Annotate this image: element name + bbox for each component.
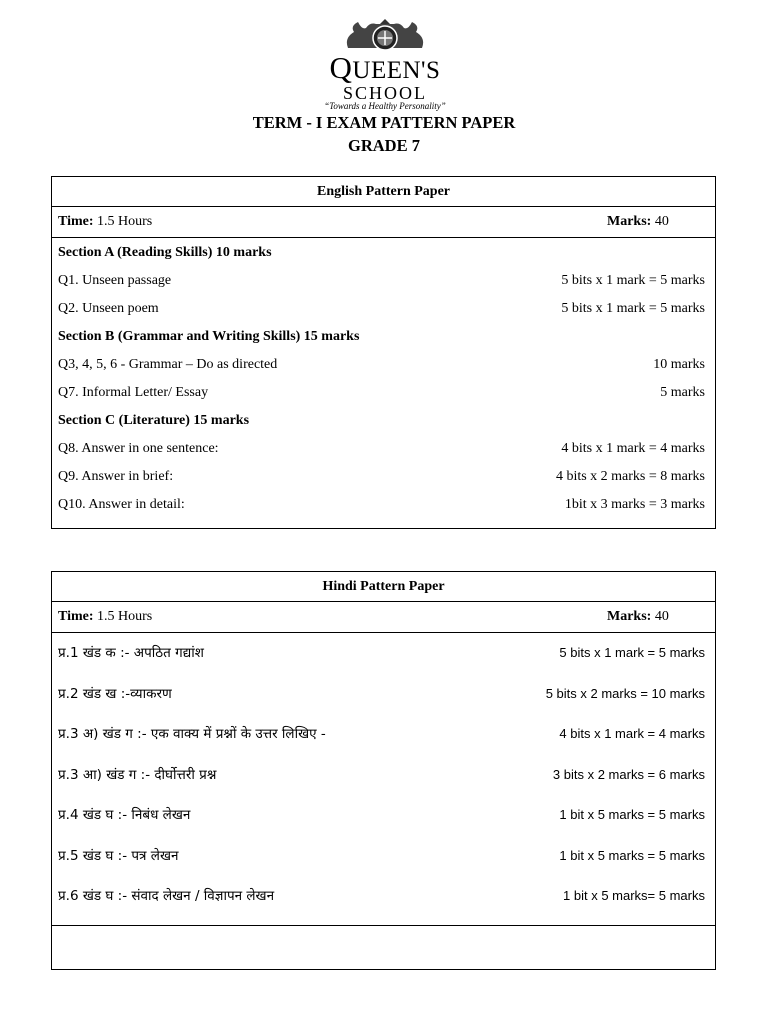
school-name: QUEEN'S bbox=[329, 50, 441, 85]
english-marks: Marks: 40 bbox=[607, 214, 669, 229]
hindi-marks: Marks: 40 bbox=[607, 609, 669, 624]
table-row: प्र.4 खंड घ :- निबंध लेखन 1 bit x 5 marks = 5 marks bbox=[58, 807, 705, 823]
table-row: प्र.5 खंड घ :- पत्र लेखन 1 bit x 5 marks = 5 marks bbox=[58, 847, 705, 864]
table-row: Q8. Answer in one sentence: 4 bits x 1 mark = 4 marks bbox=[58, 441, 705, 456]
hindi-rows bbox=[52, 633, 715, 925]
table-row: Section A (Reading Skills) 10 marks bbox=[58, 245, 272, 260]
table-row: Q1. Unseen passage 5 bits x 1 mark = 5 marks bbox=[58, 273, 705, 288]
english-pattern-table bbox=[51, 176, 716, 529]
grade-title: GRADE 7 bbox=[348, 136, 420, 155]
table-row: Q2. Unseen poem 5 bits x 1 mark = 5 marks bbox=[58, 301, 705, 316]
table-row: प्र.3 अ) खंड ग :- एक वाक्य में प्रश्नों के उत्तर लिखिए - 4 bits x 1 mark = 4 marks bbox=[58, 726, 705, 742]
school-logo bbox=[300, 18, 470, 110]
table-row: प्र.1 खंड क :- अपठित गद्यांश 5 bits x 1 mark = 5 marks bbox=[58, 645, 705, 661]
table-row: प्र.6 खंड घ :- संवाद लेखन / विज्ञापन लेखन 1 bit x 5 marks= 5 marks bbox=[58, 888, 705, 904]
crest-icon bbox=[340, 18, 430, 54]
hindi-pattern-table bbox=[51, 571, 716, 970]
table-row: Section C (Literature) 15 marks bbox=[58, 413, 250, 428]
table-row: Q7. Informal Letter/ Essay 5 marks bbox=[58, 385, 705, 400]
english-time: Time: 1.5 Hours bbox=[58, 214, 153, 229]
blank-row bbox=[52, 925, 715, 970]
school-motto: “Towards a Healthy Personality” bbox=[324, 101, 446, 111]
school-word: SCHOOL bbox=[342, 83, 427, 103]
hindi-meta-row bbox=[52, 602, 715, 633]
table-row: Q9. Answer in brief: 4 bits x 2 marks = 8 marks bbox=[58, 469, 705, 484]
table-row: Section B (Grammar and Writing Skills) 15 marks bbox=[58, 329, 360, 344]
table-row: प्र.3 आ) खंड ग :- दीर्घोत्तरी प्रश्न 3 bits x 2 marks = 6 marks bbox=[58, 766, 705, 783]
hindi-time: Time: 1.5 Hours bbox=[58, 609, 153, 624]
table-row: प्र.2 खंड ख :-व्याकरण 5 bits x 2 marks = 10 marks bbox=[58, 685, 705, 702]
english-heading: English Pattern Paper bbox=[52, 177, 715, 207]
english-meta-row bbox=[52, 207, 715, 238]
table-row: Q3, 4, 5, 6 - Grammar – Do as directed 10 marks bbox=[58, 357, 705, 372]
table-row: Q10. Answer in detail: 1bit x 3 marks = 3 marks bbox=[58, 497, 705, 512]
hindi-heading: Hindi Pattern Paper bbox=[52, 572, 715, 602]
english-rows bbox=[52, 238, 715, 519]
page-title: TERM - I EXAM PATTERN PAPER bbox=[252, 113, 516, 132]
